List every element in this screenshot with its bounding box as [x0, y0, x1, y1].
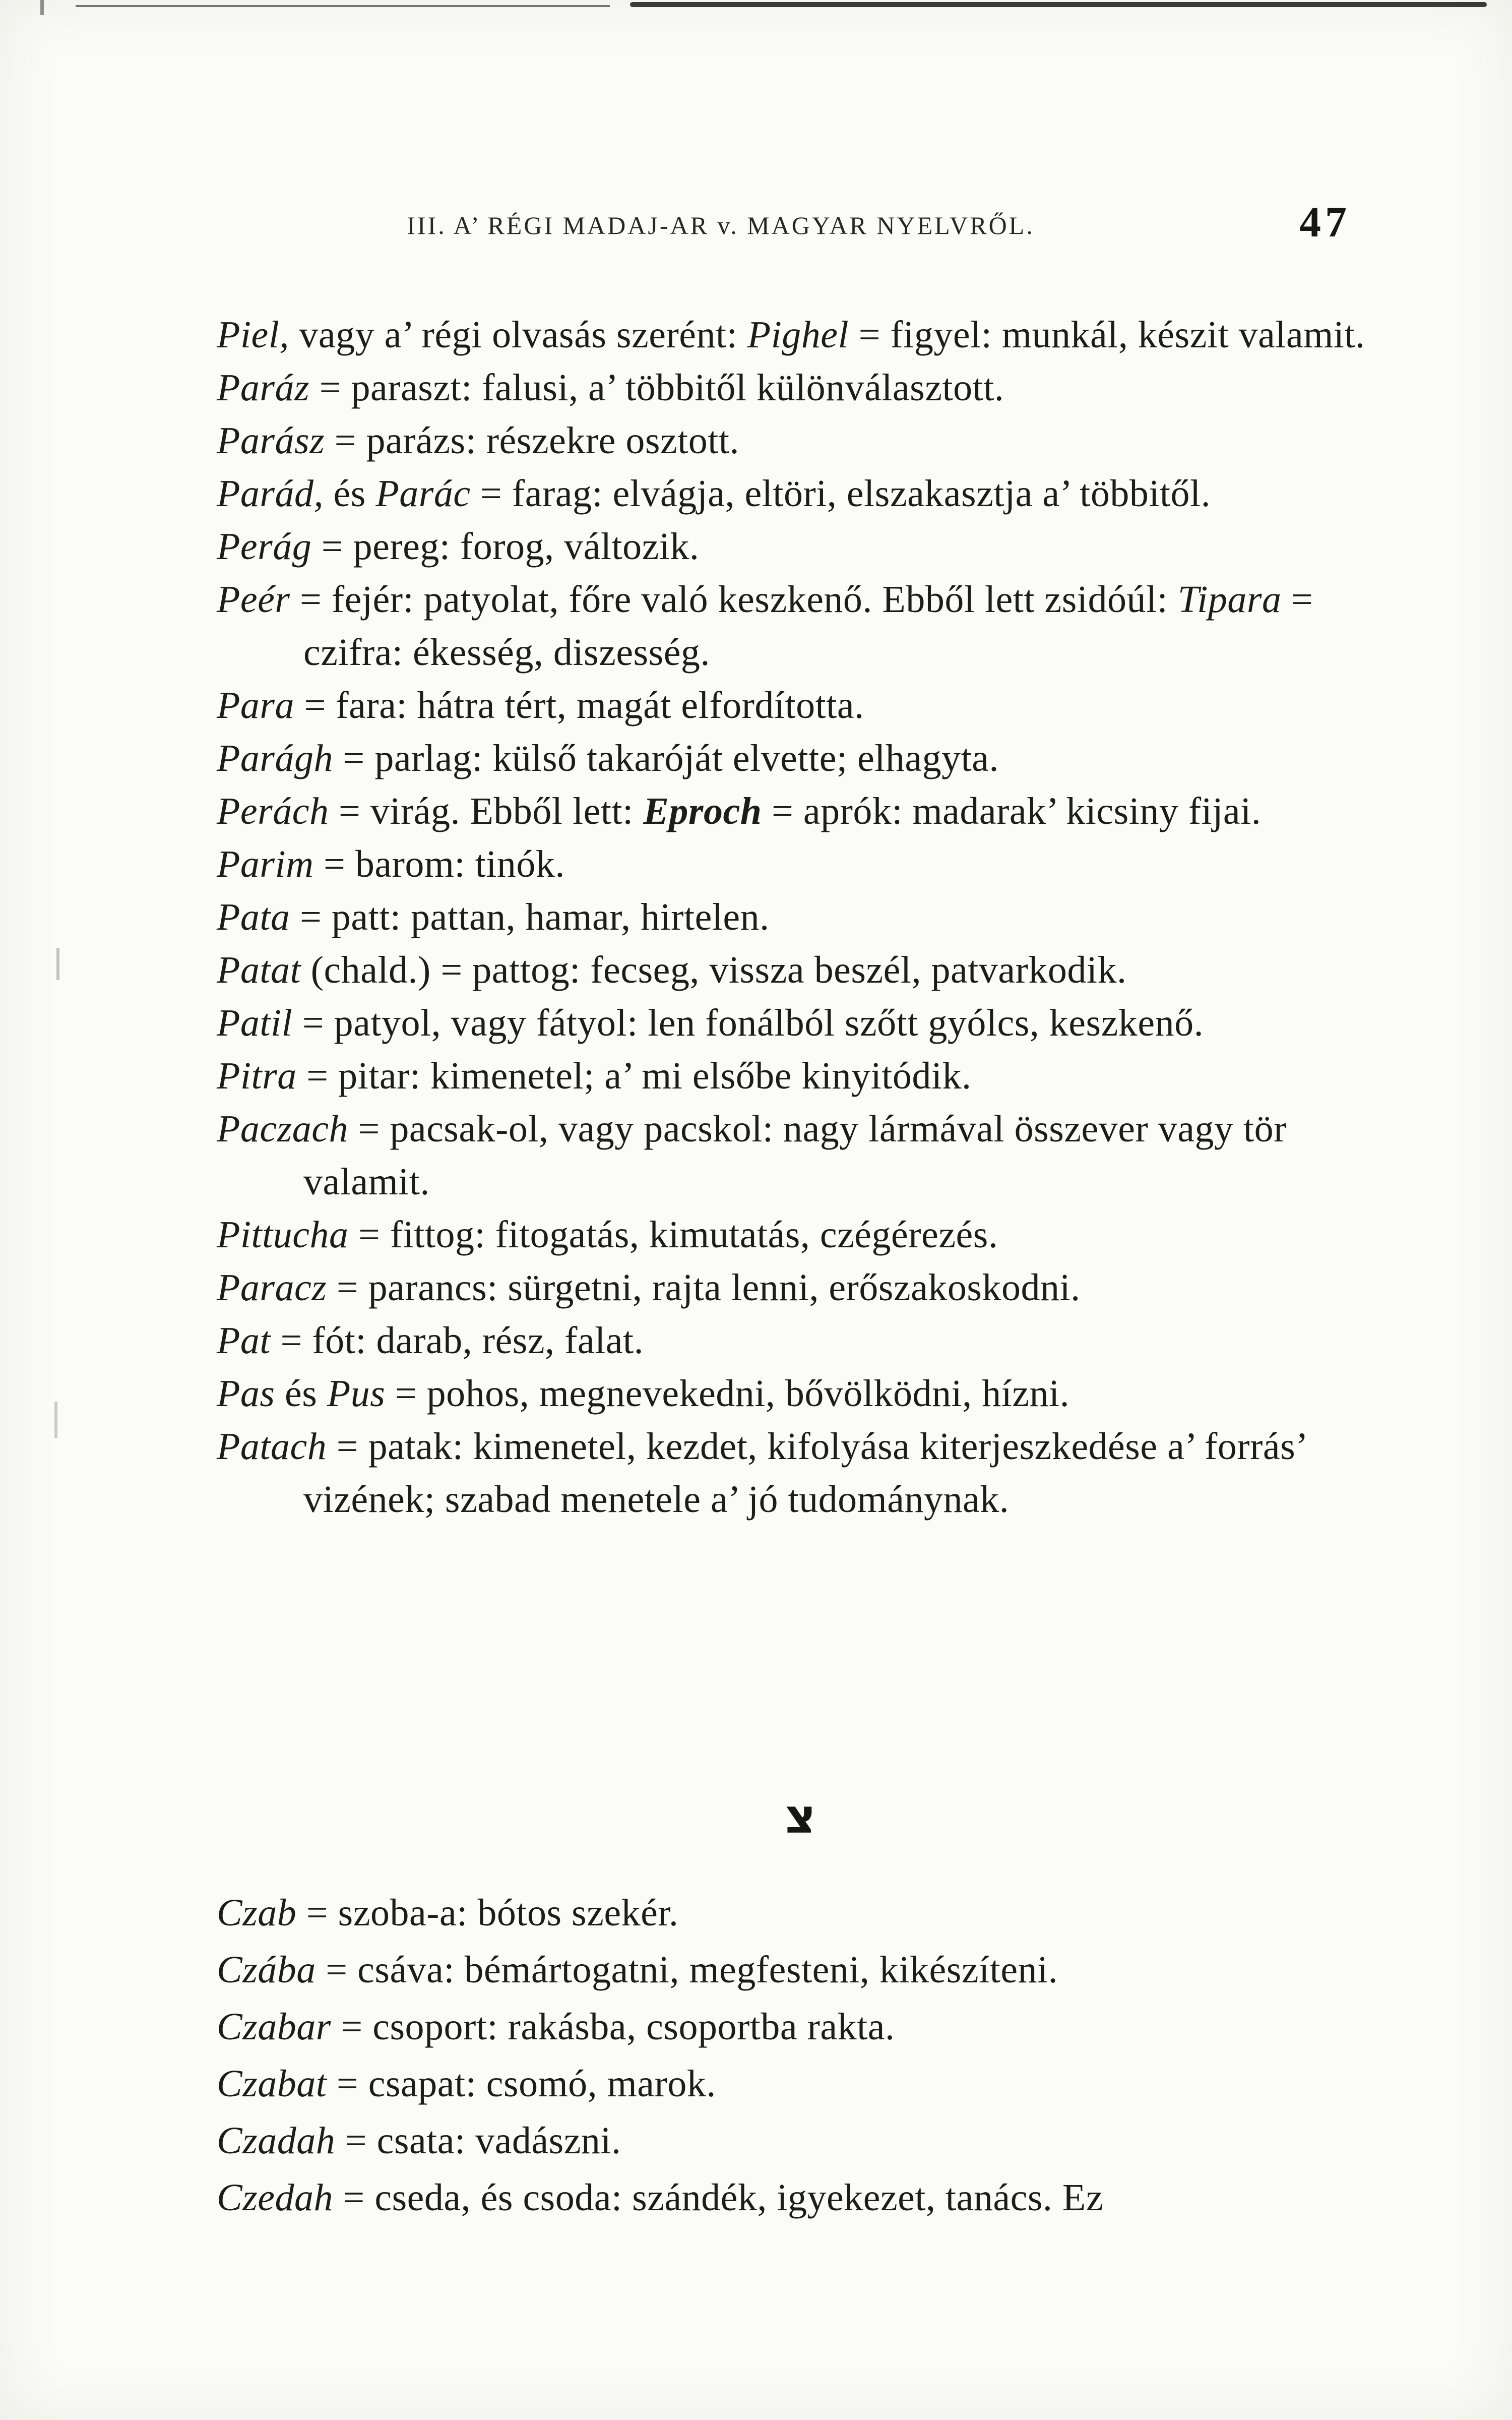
dictionary-entry: [217, 1050, 1384, 1103]
entry-headword: Piel,: [217, 314, 289, 356]
entry-definition: = fót: darab, rész, falat.: [271, 1319, 644, 1362]
scan-artifact-margin-mark: [56, 948, 59, 980]
entry-definition: = figyel: munkál, készit valamit.: [849, 314, 1365, 356]
dictionary-entry: [217, 838, 1384, 891]
entry-definition: = paraszt: falusi, a’ többitől különválasztott.: [309, 367, 1004, 409]
entry-headword: Pighel: [747, 314, 849, 356]
dictionary-entry: [217, 1208, 1384, 1261]
entry-definition: = pohos, megnevekedni, bővölködni, hízni.: [385, 1372, 1070, 1415]
entry-definition: és: [275, 1372, 327, 1415]
entry-definition: = patyol, vagy fátyol: len fonálból szőtt gyólcs, keszkenő.: [292, 1002, 1204, 1044]
entry-headword: Pitra: [217, 1055, 297, 1097]
entry-definition: = barom: tinók.: [313, 843, 565, 885]
entry-headword: Peér: [217, 578, 290, 621]
entry-headword: Patach: [217, 1425, 327, 1468]
entry-headword: Paráz: [217, 367, 310, 409]
scan-artifact-tick: [40, 0, 44, 15]
entries-part1: [217, 309, 1384, 1526]
dictionary-entry: [217, 997, 1384, 1050]
entry-headword: Pata: [217, 896, 290, 938]
entry-definition: = pacsak-ol, vagy pacskol: nagy lármával összever vagy tör valamit.: [303, 1108, 1287, 1203]
entry-definition: = farag: elvágja, eltöri, elszakasztja a’ többitől.: [470, 472, 1211, 515]
dictionary-entry: [217, 573, 1384, 679]
dictionary-entry: [217, 785, 1384, 838]
entry-definition: = virág. Ebből lett:: [329, 790, 644, 832]
entry-headword: Paracz: [217, 1266, 327, 1309]
section-letter: צ: [785, 1789, 816, 1844]
entry-definition: = fejér: patyolat, főre való keszkenő. Ebből lett zsidóúl:: [290, 578, 1178, 621]
entry-definition: = aprók: madarak’ kicsiny fijai.: [762, 790, 1262, 832]
entry-definition: = patt: pattan, hamar, hirtelen.: [290, 896, 770, 938]
entries-part2: [217, 1887, 1384, 2228]
scan-artifact-top-line-left: [76, 5, 610, 7]
dictionary-entry: [217, 891, 1384, 944]
dictionary-entry: [217, 414, 1384, 467]
entry-headword: Pas: [217, 1372, 275, 1415]
entry-definition: = fittog: fitogatás, kimutatás, czégérezés.: [348, 1214, 998, 1256]
entry-headword: Patil: [217, 1002, 293, 1044]
dictionary-entry: [217, 2114, 1384, 2167]
entry-definition: (chald.) = pattog: fecseg, vissza beszél, patvarkodik.: [301, 949, 1127, 991]
page-number: 47: [1299, 198, 1351, 246]
entry-definition: = pitar: kimenetel; a’ mi elsőbe kinyitódik.: [296, 1055, 972, 1097]
entry-headword: Parád,: [217, 472, 324, 515]
entry-headword: Patat: [217, 949, 301, 991]
entry-definition: = patak: kimenetel, kezdet, kifolyása kiterjeszkedése a’ forrás’ vizének; szabad menetele a’ jó tudománynak.: [303, 1425, 1306, 1521]
entry-headword: Para: [217, 684, 294, 727]
entry-definition: = cseda, és csoda: szándék, igyekezet, tanács. Ez: [333, 2176, 1104, 2219]
entry-headword: Perách: [217, 790, 329, 832]
dictionary-entry: [217, 1103, 1384, 1208]
entry-headword: Pat: [217, 1319, 271, 1362]
entry-definition: = parázs: részekre osztott.: [325, 419, 739, 462]
dictionary-entry: [217, 1887, 1384, 1940]
dictionary-entry: [217, 361, 1384, 414]
entry-headword: Czab: [217, 1892, 297, 1934]
entry-headword: Parász: [217, 419, 325, 462]
entry-definition: = czifra: ékesség, diszesség.: [303, 578, 1313, 674]
dictionary-entry: [217, 2001, 1384, 2053]
entry-definition: vagy a’ régi olvasás szerént:: [289, 314, 747, 356]
entry-headword: Parác: [375, 472, 471, 515]
page-header: [217, 198, 1381, 256]
entry-headword: Czabar: [217, 2006, 331, 2048]
dictionary-entry: [217, 1261, 1384, 1314]
entry-headword: Perág: [217, 525, 312, 568]
entry-definition: = csapat: csomó, marok.: [327, 2063, 716, 2105]
entry-headword: Czedah: [217, 2176, 333, 2219]
dictionary-entry: [217, 2058, 1384, 2110]
entry-definition: = parancs: sürgetni, rajta lenni, erőszakoskodni.: [327, 1266, 1081, 1309]
entry-definition: = csata: vadászni.: [335, 2120, 621, 2162]
running-title: III. A’ RÉGI MADAJ-AR v. MAGYAR NYELVRŐL.: [407, 211, 1035, 239]
entry-definition: = parlag: külső takaróját elvette; elhagyta.: [333, 737, 999, 779]
entry-headword: Czába: [217, 1949, 316, 1991]
dictionary-entry: [217, 309, 1384, 361]
dictionary-entry: [217, 944, 1384, 997]
entry-headword: Czabat: [217, 2063, 327, 2105]
entry-headword: Tipara: [1177, 578, 1282, 621]
entry-definition: = fara: hátra tért, magát elfordította.: [294, 684, 864, 727]
dictionary-entry: [217, 467, 1384, 520]
dictionary-entry: [217, 2171, 1384, 2224]
dictionary-entry: [217, 520, 1384, 573]
entry-definition: = szoba-a: bótos szekér.: [296, 1892, 679, 1934]
scan-artifact-top-line-right: [630, 2, 1487, 7]
dictionary-entry: [217, 1420, 1384, 1526]
entry-headword: Parágh: [217, 737, 333, 779]
entry-definition: és: [324, 472, 376, 515]
entry-headword: Pus: [327, 1372, 386, 1415]
dictionary-entry: [217, 679, 1384, 732]
entry-definition: = csoport: rakásba, csoportba rakta.: [331, 2006, 895, 2048]
scan-artifact-margin-mark: [54, 1402, 57, 1438]
entry-headword: Eproch: [643, 790, 762, 832]
entry-definition: = csáva: bémártogatni, megfesteni, kikészíteni.: [316, 1949, 1058, 1991]
dictionary-entry: [217, 1314, 1384, 1367]
dictionary-entry: [217, 1367, 1384, 1420]
entry-headword: Parim: [217, 843, 314, 885]
dictionary-entry: [217, 1944, 1384, 1996]
dictionary-entry: [217, 732, 1384, 785]
entry-headword: Paczach: [217, 1108, 348, 1150]
entry-headword: Czadah: [217, 2120, 336, 2162]
entry-definition: = pereg: forog, változik.: [311, 525, 700, 568]
entry-headword: Pittucha: [217, 1214, 349, 1256]
